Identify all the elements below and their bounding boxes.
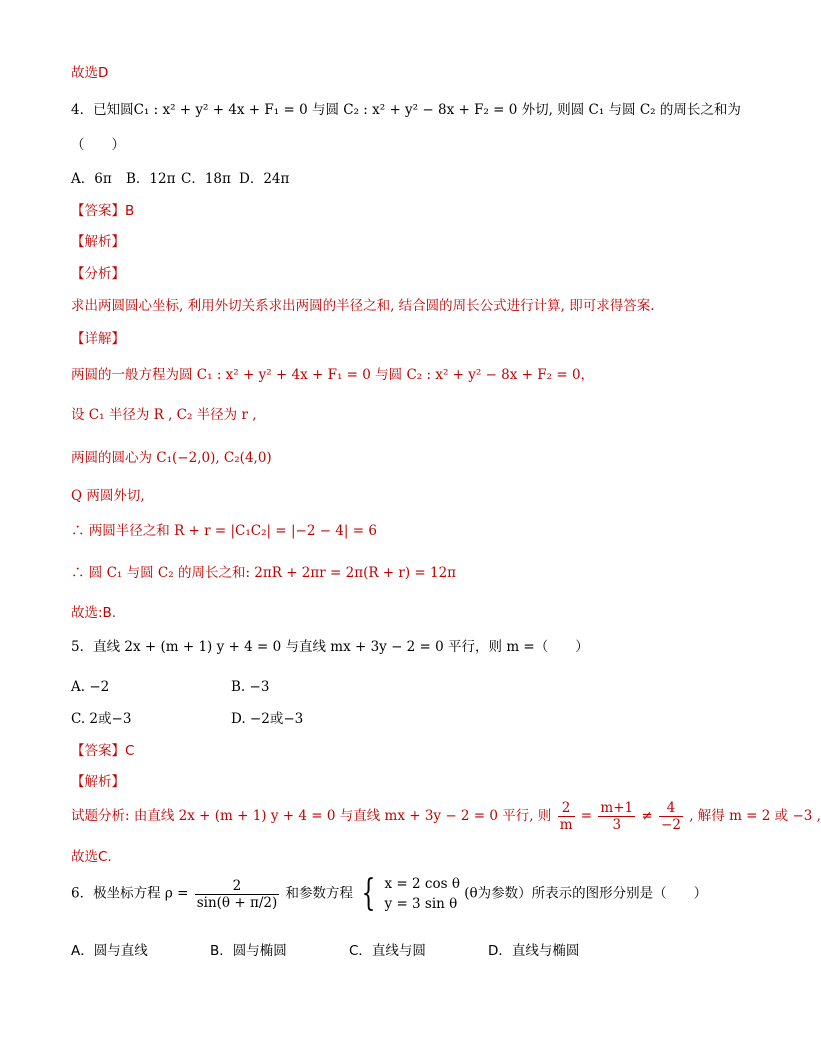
q6-option-a[interactable]: A．圆与直线 bbox=[71, 943, 148, 959]
q4-fenxi-label: 【分析】 bbox=[71, 266, 125, 282]
q5-fraction-1 bbox=[558, 800, 575, 833]
q4-detail-1: 两圆的一般方程为圆 C₁ : x² + y² + 4x + F₁ = 0 与圆 C₂ : x² + y² − 8x + F₂ = 0， bbox=[71, 367, 595, 383]
q6-options bbox=[71, 942, 771, 960]
q5-fraction-3-num: 4 bbox=[659, 800, 683, 817]
q6-option-c[interactable]: C．直线与圆 bbox=[349, 943, 426, 959]
q6-fraction bbox=[195, 878, 280, 911]
q5-analysis-label: 【解析】 bbox=[71, 774, 125, 790]
q4-option-a[interactable]: A．6π bbox=[71, 171, 112, 187]
q5-fraction-2-num: m+1 bbox=[600, 800, 634, 816]
q5-fraction-2 bbox=[598, 800, 635, 833]
q4-detail-5: ∴ 两圆半径之和 R + r = |C₁C₂| = |−2 − 4| = 6 bbox=[71, 523, 377, 539]
prev-answer-line: 故选D bbox=[71, 65, 109, 81]
left-brace-icon: { bbox=[361, 873, 376, 914]
q5-solution-post: , 解得 m = 2 或 −3 , bbox=[689, 808, 821, 824]
q5-option-c[interactable]: C. 2或−3 bbox=[71, 711, 132, 727]
q5-options-row2 bbox=[71, 710, 771, 728]
q6-fraction-num: 2 bbox=[195, 878, 280, 895]
q5-fraction-1-num: 2 bbox=[558, 800, 575, 817]
q6-stem-post: (θ为参数）所表示的图形分别是（ ） bbox=[464, 885, 708, 902]
q5-fraction-1-den: m bbox=[559, 817, 573, 833]
q4-detail-3: 两圆的圆心为 C₁(−2,0), C₂(4,0) bbox=[71, 450, 272, 466]
q5-solution-pre: 试题分析: 由直线 2x + (m + 1) y + 4 = 0 与直线 mx + 3y − 2 = 0 平行, 则 bbox=[71, 808, 552, 824]
q6-param-system bbox=[385, 874, 460, 914]
q5-not-equal: ≠ bbox=[641, 808, 653, 824]
q5-fraction-2-den: 3 bbox=[612, 817, 622, 833]
q6-param-eq-1: x = 2 cos θ bbox=[384, 876, 460, 892]
q4-analysis-label: 【解析】 bbox=[71, 234, 125, 250]
q5-option-b[interactable]: B. −3 bbox=[231, 679, 270, 695]
q4-detail-4: Q 两圆外切, bbox=[71, 488, 145, 504]
q4-options bbox=[71, 170, 771, 188]
q6-stem-mid: 和参数方程 bbox=[285, 885, 354, 902]
q4-option-c[interactable]: C．18π bbox=[181, 171, 231, 187]
q5-fraction-3-den: −2 bbox=[661, 817, 681, 833]
q5-options-row1 bbox=[71, 678, 771, 696]
q4-detail-label: 【详解】 bbox=[71, 331, 125, 347]
q5-solution bbox=[71, 800, 821, 833]
q6-fraction-den: sin(θ + π/2) bbox=[196, 894, 278, 911]
q4-detail-2: 设 C₁ 半径为 R , C₂ 半径为 r , bbox=[71, 407, 257, 423]
q5-equals: = bbox=[580, 808, 593, 824]
q4-detail-6: ∴ 圆 C₁ 与圆 C₂ 的周长之和: 2πR + 2πr = 2π(R + r) = 12π bbox=[71, 565, 457, 581]
q4-paren: （ ） bbox=[71, 137, 125, 153]
q4-option-b[interactable]: B．12π bbox=[126, 171, 176, 187]
q5-fraction-3 bbox=[659, 800, 683, 833]
q4-fenxi-text: 求出两圆圆心坐标, 利用外切关系求出两圆的半径之和, 结合圆的周长公式进行计算, 即可求得答案. bbox=[71, 298, 655, 314]
q6-option-d[interactable]: D．直线与椭圆 bbox=[488, 943, 580, 959]
q6-stem-pre: 6．极坐标方程 ρ = bbox=[71, 885, 189, 902]
q5-option-d[interactable]: D. −2或−3 bbox=[231, 711, 304, 727]
q4-answer-label: 【答案】B bbox=[71, 203, 135, 219]
q5-conclusion: 故选C. bbox=[71, 849, 112, 865]
q6-param-eq-2: y = 3 sin θ bbox=[384, 896, 458, 912]
q4-stem: 4．已知圆C₁ : x² + y² + 4x + F₁ = 0 与圆 C₂ : x² + y² − 8x + F₂ = 0 外切, 则圆 C₁ 与圆 C₂ 的周长之和为 bbox=[71, 102, 741, 118]
q5-option-a[interactable]: A. −2 bbox=[71, 679, 110, 695]
q6-stem bbox=[71, 874, 707, 914]
q4-conclusion: 故选:B. bbox=[71, 605, 117, 621]
q5-answer-label: 【答案】C bbox=[71, 743, 135, 759]
q6-option-b[interactable]: B．圆与椭圆 bbox=[210, 943, 287, 959]
q4-option-d[interactable]: D．24π bbox=[239, 171, 290, 187]
q5-stem: 5．直线 2x + (m + 1) y + 4 = 0 与直线 mx + 3y − 2 = 0 平行，则 m =（ ） bbox=[71, 639, 589, 655]
